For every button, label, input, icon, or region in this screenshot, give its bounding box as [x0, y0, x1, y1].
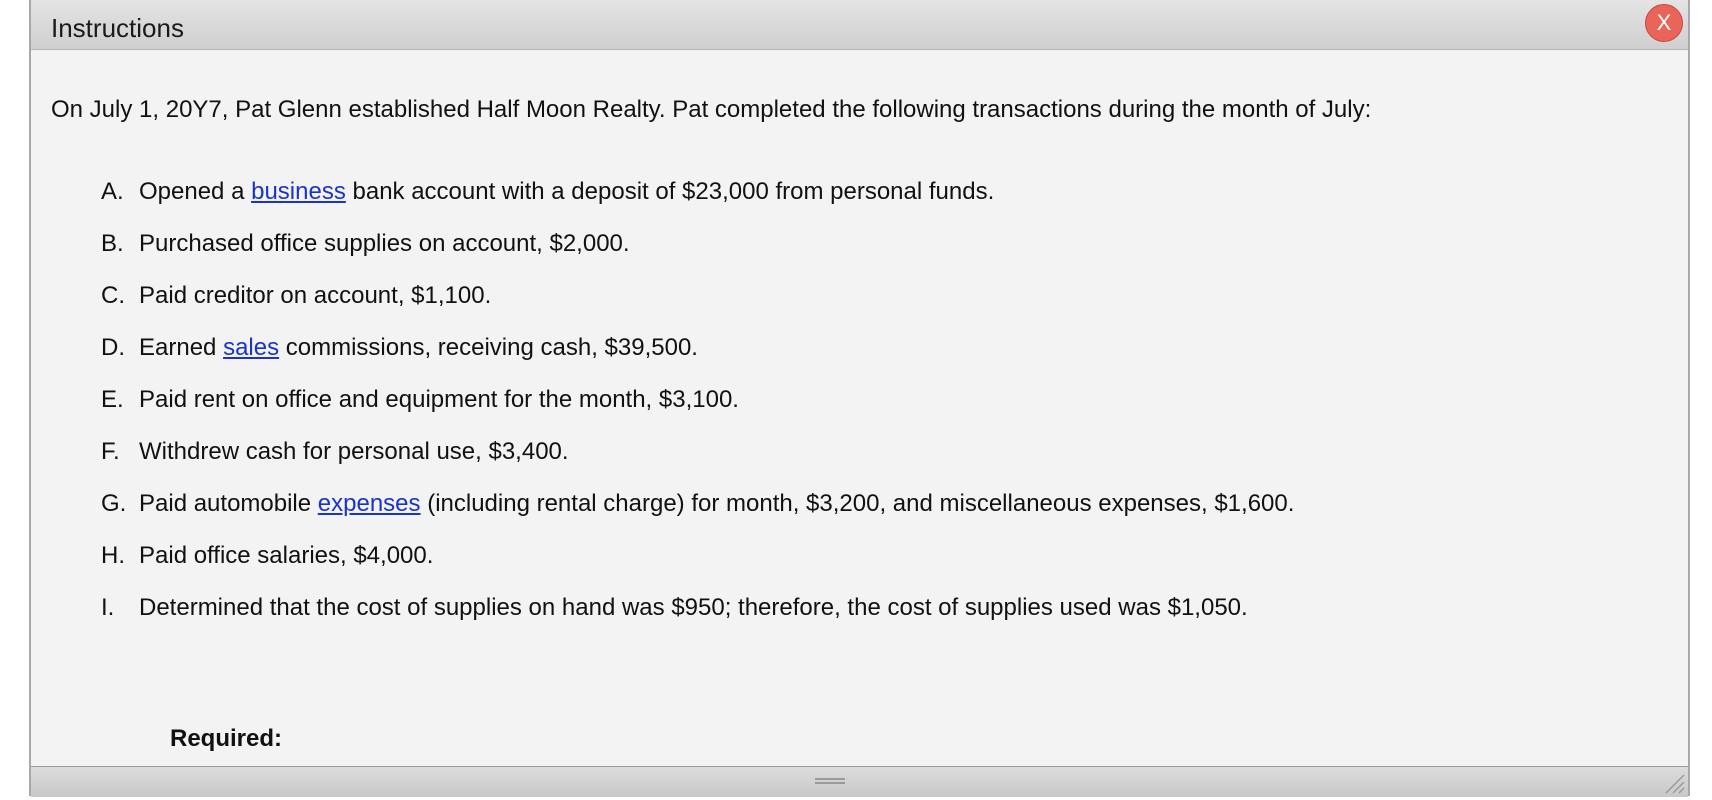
item-text: Paid rent on office and equipment for the month, $3,100.: [139, 386, 739, 413]
item-letter: H.: [101, 542, 125, 569]
list-item: [101, 542, 1294, 594]
dialog-title: Instructions: [51, 13, 184, 43]
item-text: Opened a: [139, 178, 252, 205]
dialog-content: [31, 50, 1688, 766]
item-text: commissions, receiving cash, $39,500.: [279, 334, 698, 361]
item-letter: C.: [101, 282, 125, 309]
required-heading: Required:: [170, 725, 283, 752]
item-letter: B.: [101, 230, 124, 257]
item-text: Paid creditor on account, $1,100.: [139, 282, 492, 309]
instructions-dialog: [29, 0, 1690, 796]
list-item: [101, 282, 1294, 334]
dialog-footer: [31, 766, 1688, 797]
item-text: Withdrew cash for personal use, $3,400.: [139, 438, 569, 465]
item-text: (including rental charge) for month, $3,200, and miscellaneous expenses, $1,600.: [420, 490, 1295, 517]
glossary-link-business[interactable]: business: [251, 178, 346, 205]
transaction-list: [101, 178, 1294, 646]
list-item: [101, 490, 1294, 542]
item-letter: F.: [101, 438, 120, 465]
list-item: [101, 594, 1294, 646]
item-text: Purchased office supplies on account, $2,000.: [139, 230, 630, 257]
resize-handle-icon[interactable]: [1662, 771, 1686, 795]
item-text: Paid office salaries, $4,000.: [139, 542, 434, 569]
item-letter: E.: [101, 386, 124, 413]
item-text: bank account with a deposit of $23,000 from personal funds.: [345, 178, 995, 205]
item-letter: G.: [101, 490, 127, 517]
list-item: [101, 438, 1294, 490]
item-text: Paid automobile: [139, 490, 318, 517]
list-item: [101, 334, 1294, 386]
list-item: [101, 230, 1294, 282]
list-item: [101, 386, 1294, 438]
glossary-link-sales[interactable]: sales: [223, 334, 280, 361]
dialog-titlebar[interactable]: [31, 0, 1688, 50]
item-text: Determined that the cost of supplies on hand was $950; therefore, the cost of supplies used was $1,050.: [139, 594, 1248, 621]
glossary-link-expenses[interactable]: expenses: [317, 490, 421, 517]
close-button[interactable]: [1645, 4, 1683, 42]
close-icon: X: [1656, 10, 1672, 35]
item-text: Earned: [139, 334, 224, 361]
item-letter: I.: [101, 594, 115, 621]
drag-grip-icon[interactable]: [815, 778, 845, 786]
intro-text: On July 1, 20Y7, Pat Glenn established Half Moon Realty. Pat completed the following transactions during the month of July:: [51, 96, 1372, 123]
item-letter: A.: [101, 178, 124, 205]
list-item: [101, 178, 1294, 230]
item-letter: D.: [101, 334, 125, 361]
